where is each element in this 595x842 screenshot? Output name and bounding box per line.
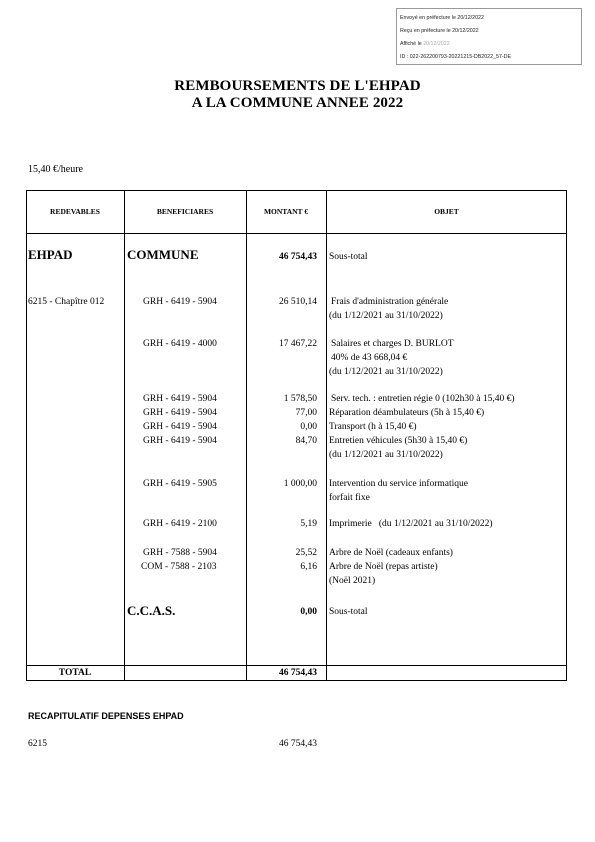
row-amount: 26 510,14 — [279, 297, 317, 307]
row-code: GRH - 6419 - 5904 — [143, 394, 217, 404]
row-amount: 17 467,22 — [279, 339, 317, 349]
stamp-sent: Envoyé en préfecture le 20/12/2022 — [400, 15, 484, 21]
stamp-posted-date: 20/12/2022 — [423, 41, 450, 47]
recap-code: 6215 — [28, 739, 47, 749]
col-divider — [124, 190, 125, 681]
row-amount: 1 000,00 — [283, 479, 317, 489]
header-objet: OBJET — [434, 207, 459, 216]
recap-amount: 46 754,43 — [279, 739, 317, 749]
row-code: GRH - 6419 - 5904 — [143, 408, 217, 418]
row-code: GRH - 6419 - 5904 — [143, 297, 217, 307]
row-object: Frais d'administration générale — [331, 297, 449, 307]
total-divider — [26, 665, 567, 666]
row-object: Arbre de Noël (cadeaux enfants) — [329, 548, 453, 558]
row-amount: 1 578,50 — [283, 394, 317, 404]
row-code: GRH - 6419 - 5904 — [143, 422, 217, 432]
beneficiaire-ccas: C.C.A.S. — [127, 603, 176, 618]
subtotal-commune-amount: 46 754,43 — [279, 252, 317, 262]
total-label: TOTAL — [58, 668, 92, 678]
row-object: Arbre de Noël (repas artiste) — [329, 562, 438, 572]
row-amount: 0,00 — [300, 422, 317, 432]
stamp-posted-label: Affiché le — [400, 41, 422, 47]
beneficiaire-commune: COMMUNE — [127, 247, 199, 262]
row-amount: 25,52 — [295, 548, 317, 558]
row-amount: 5,19 — [300, 519, 317, 529]
row-object: Imprimerie (du 1/12/2021 au 31/10/2022) — [329, 519, 493, 529]
row-object: Intervention du service informatique — [329, 479, 469, 489]
title-line-1: REMBOURSEMENTS DE L'EHPAD — [174, 78, 421, 94]
row-code: GRH - 6419 - 5904 — [143, 436, 217, 446]
page-title — [0, 78, 595, 112]
redevable-ehpad: EHPAD — [28, 247, 73, 262]
header-redevables: REDEVABLES — [50, 207, 100, 216]
stamp-received: Reçu en préfecture le 20/12/2022 — [400, 28, 479, 34]
row-object: Salaires et charges D. BURLOT — [331, 339, 454, 349]
row-object: Transport (h à 15,40 €) — [329, 422, 417, 432]
hourly-rate: 15,40 €/heure — [28, 164, 83, 175]
stamp-id: ID : 022-262200793-20221215-DB2022_57-DE — [400, 54, 512, 60]
header-divider — [26, 233, 567, 234]
col-divider — [326, 190, 327, 681]
row-object: Serv. tech. : entretien régie 0 (102h30 à 15,40 €) — [331, 394, 515, 404]
row-amount: 6,16 — [300, 562, 317, 572]
header-montant: MONTANT € — [263, 207, 309, 216]
recap-title: RECAPITULATIF DEPENSES EHPAD — [28, 711, 184, 721]
chapter-label: 6215 - Chapître 012 — [28, 297, 105, 307]
row-amount: 84,70 — [295, 436, 317, 446]
row-code: COM - 7588 - 2103 — [141, 562, 217, 572]
subtotal-commune-label: Sous-total — [329, 252, 368, 262]
row-object: (du 1/12/2021 au 31/10/2022) — [329, 367, 443, 377]
row-object: Réparation déambulateurs (5h à 15,40 €) — [329, 408, 485, 418]
row-object: (du 1/12/2021 au 31/10/2022) — [329, 450, 443, 460]
total-amount: 46 754,43 — [279, 668, 317, 678]
subtotal-ccas-label: Sous-total — [329, 607, 368, 617]
row-code: GRH - 7588 - 5904 — [143, 548, 217, 558]
row-code: GRH - 6419 - 2100 — [143, 519, 217, 529]
row-code: GRH - 6419 - 5905 — [143, 479, 217, 489]
title-line-2: A LA COMMUNE ANNEE 2022 — [191, 95, 404, 111]
row-object: (Noël 2021) — [329, 576, 376, 586]
row-object: (du 1/12/2021 au 31/10/2022) — [329, 311, 443, 321]
header-beneficiaires: BENEFICIARES — [156, 207, 214, 216]
row-object: forfait fixe — [329, 493, 370, 503]
subtotal-ccas-amount: 0,00 — [300, 607, 317, 617]
row-object: 40% de 43 668,04 € — [331, 353, 408, 363]
row-object: Entretien véhicules (5h30 à 15,40 €) — [329, 436, 468, 446]
row-amount: 77,00 — [295, 408, 317, 418]
row-code: GRH - 6419 - 4000 — [143, 339, 217, 349]
prefecture-stamp — [396, 8, 582, 65]
